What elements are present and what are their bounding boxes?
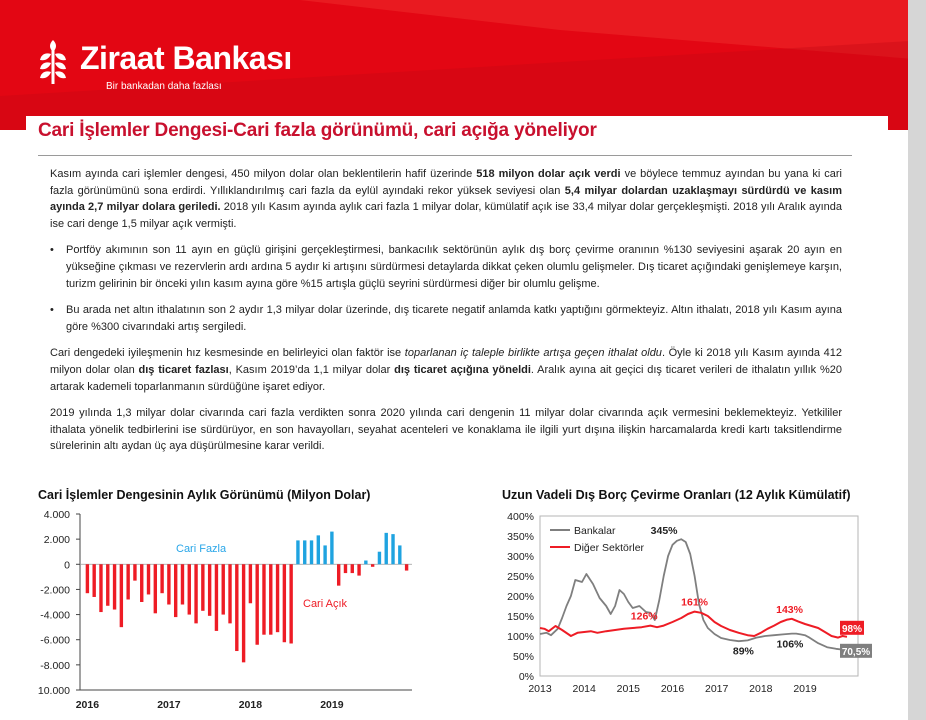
deficit-bar [120,564,123,627]
positive-annotation: Cari Fazla [176,543,227,555]
deficit-bar [208,564,211,616]
surplus-bar [330,532,333,565]
deficit-bar [140,564,143,602]
data-annotation: 161% [681,596,709,609]
data-annotation: 126% [630,610,658,623]
bullet-text [66,244,842,289]
deficit-bar [344,564,347,573]
deficit-bar [269,564,272,634]
paragraph-import [50,345,842,395]
x-tick-label: 2016 [75,699,100,711]
title-divider [38,155,852,156]
deficit-bar [147,564,150,594]
surplus-bar [323,545,326,564]
data-annotation: 143% [776,603,803,616]
y-tick-label: 0 [64,559,70,572]
surplus-bar [385,533,388,564]
deficit-bar [255,564,258,644]
bullet-item [50,242,842,292]
y-tick-label: -6.000 [40,634,70,647]
deficit-bar [276,564,279,632]
surplus-bar [317,535,320,564]
end-value-label: 70,5% [841,646,871,658]
y-tick-label: 150% [507,611,534,623]
deficit-bar [289,564,292,643]
deficit-bar [126,564,129,599]
chart-title: Uzun Vadeli Dış Borç Çevirme Oranları (12 Aylık Kümülatif) [502,488,851,502]
deficit-bar [160,564,163,593]
deficit-bar [242,564,245,662]
surplus-bar [303,540,306,564]
x-tick-label: 2015 [616,683,641,695]
deficit-bar [215,564,218,631]
data-annotation: 345% [650,525,678,537]
surplus-bar [296,540,299,564]
bullet-item [50,302,842,335]
deficit-bar [405,564,408,570]
data-annotation: 106% [776,638,804,651]
y-tick-label: 50% [512,651,534,663]
deficit-bar [262,564,265,634]
debt-rollover-line-chart [496,486,906,720]
text-run: Bu arada net altın ithalatının son 2 aydır 1,3 milyar dolar üzerinde, dış ticarete negatif anlamda katkı yaptığını görmekteyiz. Altın ithalatı, 2018 yılı Kasım ayına göre %300 civarındaki artış sergiledi. [66,304,842,333]
text-run: Cari dengedeki iyileşmenin hız kesmesinde en belirleyici olan faktör ise [50,347,405,360]
deficit-bar [283,564,286,642]
deficit-bar [86,564,89,593]
deficit-bar [201,564,204,611]
legend-label: Diğer Sektörler [574,542,645,554]
text-run: 5,4 milyar dolardan uzaklaşmayı sürdürdü ve kasım ayında 2,7 milyar dolara geriledi. [50,184,842,214]
deficit-bar [235,564,238,651]
deficit-bar [371,564,374,567]
y-tick-label: 100% [507,631,534,643]
x-tick-label: 2018 [238,699,263,711]
y-tick-label: 350% [507,531,534,543]
deficit-bar [357,564,360,575]
deficit-bar [181,564,184,604]
text-run: 518 milyon dolar açık verdi [476,168,621,180]
y-tick-label: 300% [507,551,534,563]
paragraph-outlook [50,405,842,455]
text-run: ve böylece temmuz ayından bu yana ki cari fazla görünümünü sona erdirdi. Yıllıklandırılmış cari fazla da eylül ayındaki rekor yüksek seviyesi olan [50,168,842,197]
bullet-marker: • [50,244,54,257]
y-tick-label: 4.000 [43,509,70,521]
surplus-bar [378,552,381,565]
text-run: . Öyle ki 2018 yılı Kasım ayında 412 milyon dolar olan [50,347,843,376]
x-tick-label: 2019 [320,699,344,711]
paragraph-intro [50,166,842,232]
text-run: dış ticaret fazlası [138,363,229,376]
bullet-text [66,304,842,333]
surplus-bar [364,561,367,565]
y-tick-label: -4.000 [40,609,70,622]
x-tick-label: 2016 [660,683,685,695]
deficit-bar [133,564,136,580]
deficit-bar [92,564,95,597]
y-tick-label: 2.000 [43,534,70,547]
text-run: Portföy akımının son 11 ayın en güçlü girişini gerçekleştirmesi, bankacılık sektörünün aylık dış borç çevirme oranının %130 seviyesini aşarak 20 ayın en yükseğine çıkması ve rezervlerin ardı ardına 5 aydır ki artışını sürdürmesi detaylarda dikkat çeken olumlu gelişmeler. Dış ticaret açığındaki genişlemeye karşın, turizm gelirinin bir önceki yılın kasım ayına göre %15 artışla güçlü seyrini sürdürmesi diğer bir olumlu gelişme. [66,244,842,290]
x-tick-label: 2018 [749,683,773,695]
brand-name: Ziraat Bankası [80,40,292,76]
text-run: Kasım ayında cari işlemler dengesi, 450 milyon dolar olan beklentilerin hafif üzerinde [50,168,477,180]
x-tick-label: 2017 [704,683,729,695]
current-account-bar-chart [18,486,430,720]
text-run: . Aralık ayına ait geçici dış ticaret verileri de ithalatın yıllık %20 artarak kademeli toparlanmanın sürdüğüne işaret ediyor. [50,363,842,393]
deficit-bar [113,564,116,609]
text-run: 2019 yılında 1,3 milyar dolar civarında cari fazla verdikten sonra 2020 yılında cari dengenin 11 milyar dolar civarında açık vermesini beklemekteyiz. Yetkililer ithalata yönelik tedbirlerini ise sürdürüyor, en son havayolları, seyahat acenteleri ve konaklama ile ilgili yurt dışına ilişkin harcamalarda kredi kartı taksitlendirme sürelerinin altı aydan üç aya düşürülmesine karar verildi. [50,407,842,453]
y-tick-label: -8.000 [40,659,70,672]
surplus-bar [391,534,394,564]
x-tick-label: 2017 [157,699,181,711]
deficit-bar [154,564,157,613]
page-title: Cari İşlemler Dengesi-Cari fazla görünümü, cari açığa yöneliyor [38,120,597,141]
data-annotation: 89% [732,645,754,658]
wheat-emblem-icon [36,38,70,86]
body-text [50,166,842,465]
y-tick-label: 400% [507,511,534,523]
deficit-bar [249,564,252,603]
surplus-bar [398,545,401,564]
deficit-bar [228,564,231,623]
chart-title: Cari İşlemler Dengesinin Aylık Görünümü (Milyon Dolar) [38,488,371,502]
deficit-bar [106,564,109,605]
text-run: 2018 yılı Kasım ayında aylık cari fazla 1 milyar dolar, kümülatif açık ise 33,4 milyar dolar gerçekleşmişti. 2018 yılı Aralık ayında ise cari denge 1,5 milyar açık vermişti. [50,201,842,230]
deficit-bar [99,564,102,612]
deficit-bar [188,564,191,614]
x-tick-label: 2019 [793,683,817,695]
surplus-bar [310,540,313,564]
text-run: , Kasım 2019’da 1,1 milyar dolar [228,363,395,376]
y-tick-label: -2.000 [40,584,70,597]
x-tick-label: 2014 [572,683,596,695]
text-run: toparlanan iç taleple birlikte artışa geçen ithalat oldu [404,347,662,360]
deficit-bar [194,564,197,623]
text-run: dış ticaret açığına yöneldi [394,363,531,376]
x-tick-label: 2013 [528,683,552,695]
y-tick-label: 0% [518,671,534,683]
brand-logo [36,36,296,96]
deficit-bar [351,564,354,573]
brand-tagline: Bir bankadan daha fazlası [106,81,222,92]
negative-annotation: Cari Açık [303,598,348,610]
deficit-bar [167,564,170,604]
deficit-bar [174,564,177,617]
y-tick-label: 10.000 [37,685,70,697]
bullet-marker: • [50,304,54,317]
y-tick-label: 250% [507,571,534,583]
right-edge-strip [908,0,926,720]
y-tick-label: 200% [507,591,534,603]
end-value-label: 98% [841,623,863,635]
deficit-bar [337,564,340,585]
legend-label: Bankalar [574,525,616,537]
deficit-bar [222,564,225,614]
